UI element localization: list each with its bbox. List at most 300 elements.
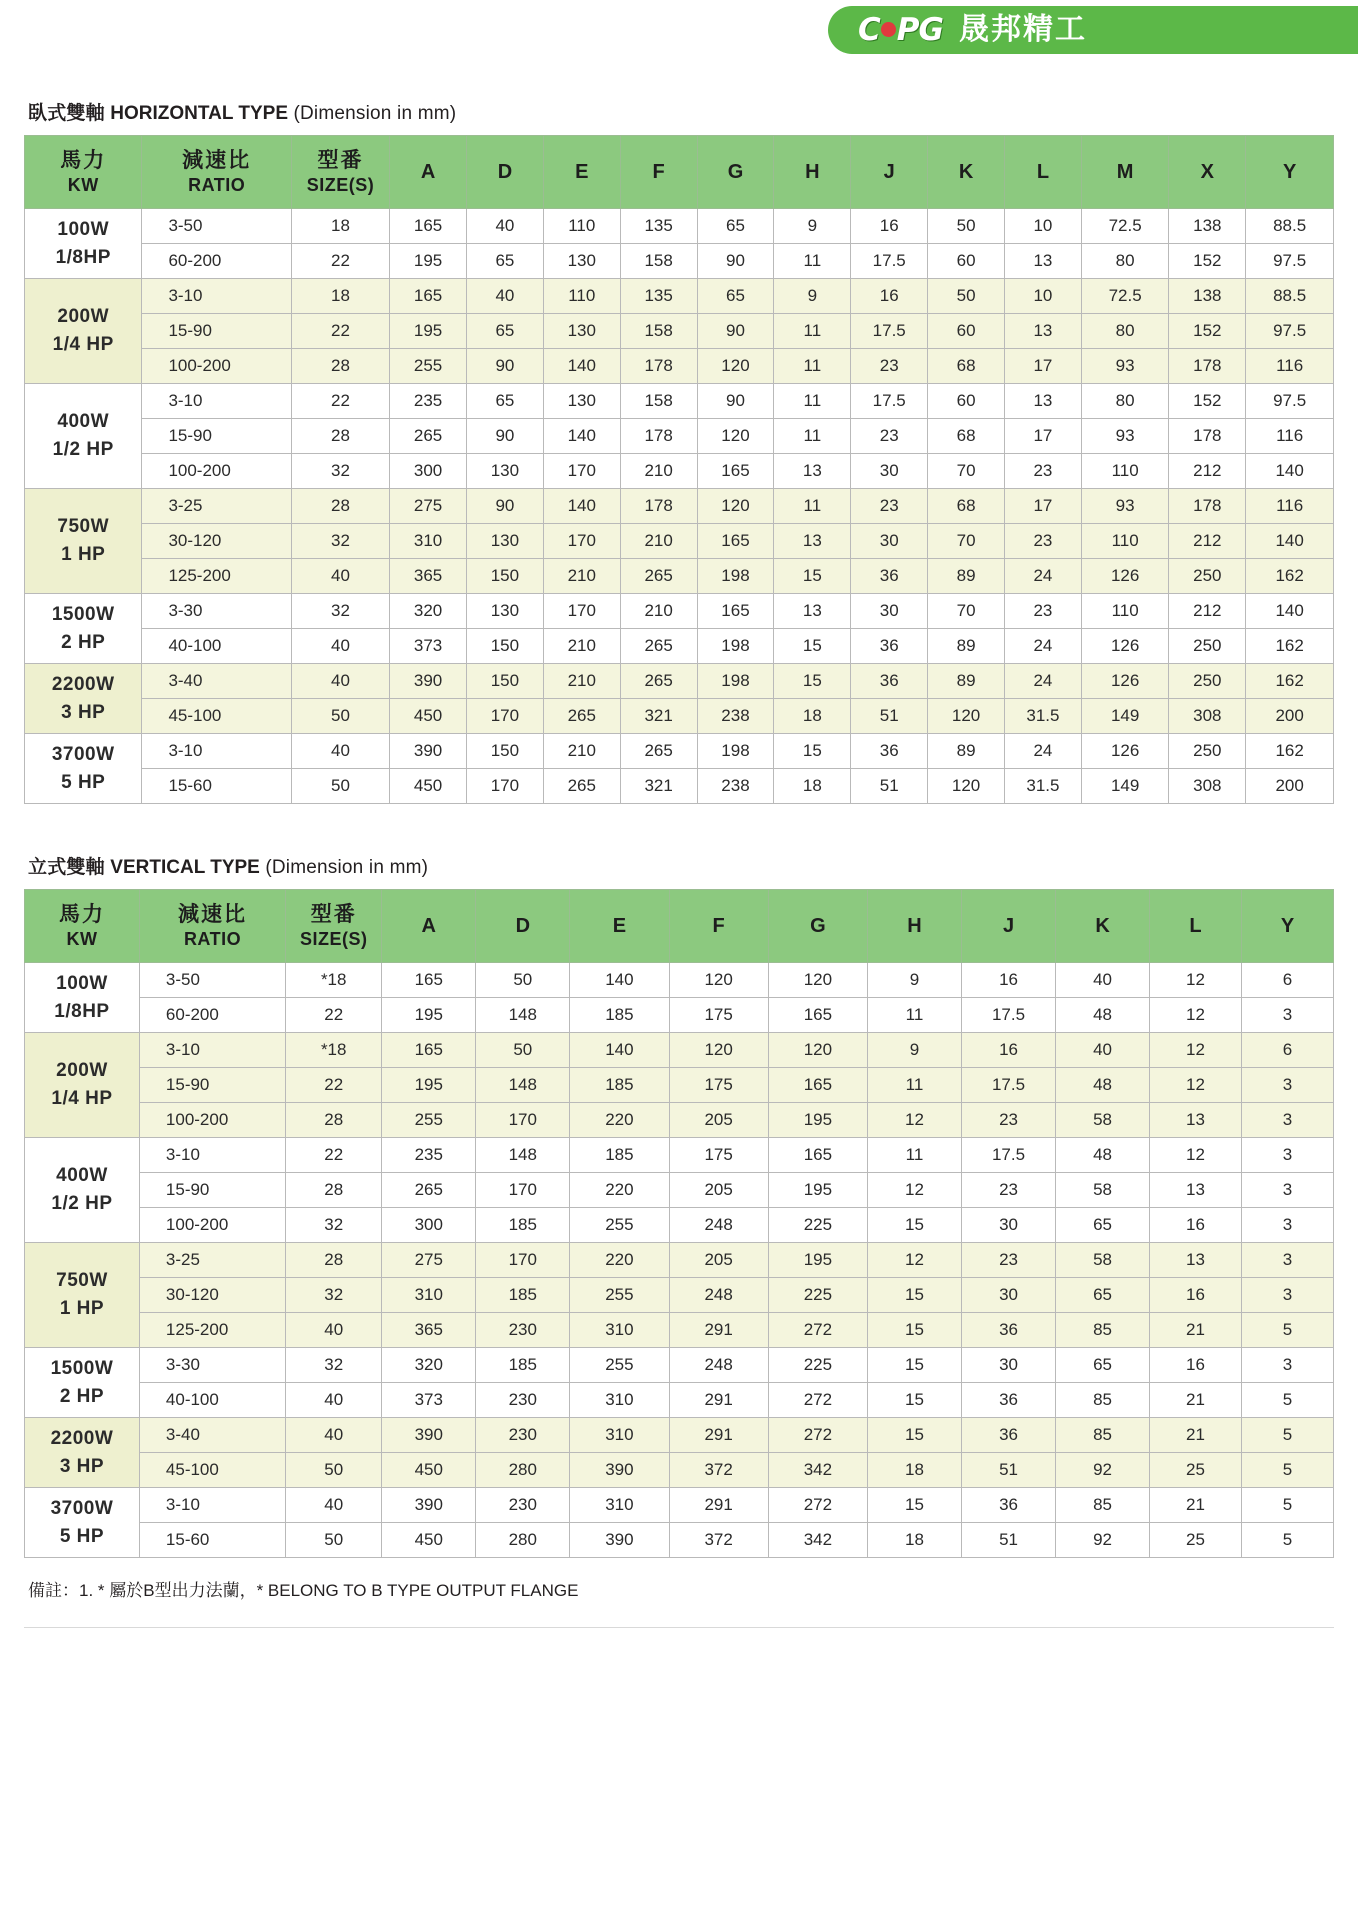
cell-size: 28 bbox=[286, 1243, 382, 1278]
cell-a: 195 bbox=[390, 244, 467, 279]
cell-e: 110 bbox=[543, 209, 620, 244]
cell-x: 152 bbox=[1169, 314, 1246, 349]
cell-g: 165 bbox=[697, 594, 774, 629]
cell-y: 140 bbox=[1246, 524, 1334, 559]
cell-x: 308 bbox=[1169, 769, 1246, 804]
cell-ratio: 3-25 bbox=[142, 489, 291, 524]
cell-j: 17.5 bbox=[962, 1138, 1056, 1173]
cell-l: 24 bbox=[1005, 734, 1082, 769]
cell-f: 248 bbox=[669, 1348, 768, 1383]
cell-f: 205 bbox=[669, 1173, 768, 1208]
cell-x: 308 bbox=[1169, 699, 1246, 734]
cell-e: 185 bbox=[570, 1068, 669, 1103]
cell-a: 373 bbox=[382, 1383, 476, 1418]
cell-m: 126 bbox=[1081, 559, 1169, 594]
cell-y: 88.5 bbox=[1246, 209, 1334, 244]
cell-f: 178 bbox=[620, 489, 697, 524]
cell-j: 30 bbox=[962, 1208, 1056, 1243]
cell-f: 265 bbox=[620, 629, 697, 664]
cell-k: 50 bbox=[928, 279, 1005, 314]
header-size bbox=[286, 890, 382, 963]
cell-l: 17 bbox=[1005, 489, 1082, 524]
cell-g: 238 bbox=[697, 699, 774, 734]
cell-d: 150 bbox=[466, 629, 543, 664]
table-row bbox=[25, 454, 1334, 489]
header-kw-en: KW bbox=[67, 174, 99, 195]
cell-l: 24 bbox=[1005, 664, 1082, 699]
section-title-vertical bbox=[28, 852, 1334, 879]
cell-e: 255 bbox=[570, 1278, 669, 1313]
table-row bbox=[25, 594, 1334, 629]
cell-ratio: 15-60 bbox=[139, 1523, 285, 1558]
cell-f: 120 bbox=[669, 963, 768, 998]
cell-d: 150 bbox=[466, 559, 543, 594]
cell-g: 120 bbox=[768, 963, 867, 998]
cell-ratio: 100-200 bbox=[139, 1208, 285, 1243]
cell-l: 10 bbox=[1005, 209, 1082, 244]
table-row bbox=[25, 279, 1334, 314]
cell-y: 5 bbox=[1241, 1418, 1333, 1453]
cell-l: 12 bbox=[1150, 1138, 1242, 1173]
cell-g: 120 bbox=[697, 489, 774, 524]
cell-d: 170 bbox=[476, 1173, 570, 1208]
cell-h: 11 bbox=[774, 244, 851, 279]
cell-kw: 2200W 3 HP bbox=[25, 664, 142, 734]
cell-e: 130 bbox=[543, 314, 620, 349]
cell-l: 12 bbox=[1150, 998, 1242, 1033]
cell-x: 178 bbox=[1169, 489, 1246, 524]
cell-e: 310 bbox=[570, 1488, 669, 1523]
cell-m: 126 bbox=[1081, 734, 1169, 769]
header-x: X bbox=[1169, 136, 1246, 209]
cell-d: 40 bbox=[466, 209, 543, 244]
cell-f: 158 bbox=[620, 314, 697, 349]
cell-l: 13 bbox=[1150, 1103, 1242, 1138]
header-ratio bbox=[139, 890, 285, 963]
cell-a: 300 bbox=[390, 454, 467, 489]
cell-size: 28 bbox=[286, 1173, 382, 1208]
cell-l: 23 bbox=[1005, 454, 1082, 489]
header-ratio-en: RATIO bbox=[183, 928, 242, 949]
cell-g: 198 bbox=[697, 559, 774, 594]
cell-h: 15 bbox=[774, 629, 851, 664]
cell-e: 220 bbox=[570, 1173, 669, 1208]
cell-h: 15 bbox=[868, 1488, 962, 1523]
section-title-unit-horizontal: (Dimension in mm) bbox=[293, 103, 457, 124]
cell-x: 152 bbox=[1169, 384, 1246, 419]
cell-size: 50 bbox=[286, 1523, 382, 1558]
table-row bbox=[25, 244, 1334, 279]
cell-k: 48 bbox=[1056, 1138, 1150, 1173]
section-title-en-horizontal: HORIZONTAL TYPE bbox=[110, 103, 288, 124]
cell-e: 255 bbox=[570, 1348, 669, 1383]
cell-d: 185 bbox=[476, 1208, 570, 1243]
cell-d: 148 bbox=[476, 998, 570, 1033]
table-header-row bbox=[25, 890, 1334, 963]
cell-k: 60 bbox=[928, 314, 1005, 349]
header-j: J bbox=[851, 136, 928, 209]
cell-h: 11 bbox=[774, 314, 851, 349]
cell-m: 110 bbox=[1081, 594, 1169, 629]
cell-l: 23 bbox=[1005, 524, 1082, 559]
cell-e: 265 bbox=[543, 699, 620, 734]
cell-k: 68 bbox=[928, 349, 1005, 384]
cell-k: 58 bbox=[1056, 1103, 1150, 1138]
header-e: E bbox=[570, 890, 669, 963]
cell-m: 126 bbox=[1081, 629, 1169, 664]
cell-y: 200 bbox=[1246, 699, 1334, 734]
cell-k: 85 bbox=[1056, 1488, 1150, 1523]
cell-g: 225 bbox=[768, 1348, 867, 1383]
cell-k: 70 bbox=[928, 594, 1005, 629]
cell-h: 11 bbox=[868, 1138, 962, 1173]
cell-h: 15 bbox=[774, 559, 851, 594]
cell-d: 230 bbox=[476, 1418, 570, 1453]
section-title-unit-vertical: (Dimension in mm) bbox=[265, 857, 429, 878]
vertical-type-table bbox=[24, 889, 1334, 1558]
cell-ratio: 3-30 bbox=[139, 1348, 285, 1383]
table-row bbox=[25, 699, 1334, 734]
cell-a: 195 bbox=[390, 314, 467, 349]
cell-m: 72.5 bbox=[1081, 279, 1169, 314]
cell-j: 17.5 bbox=[851, 314, 928, 349]
cell-l: 13 bbox=[1150, 1173, 1242, 1208]
cell-k: 89 bbox=[928, 664, 1005, 699]
cell-f: 120 bbox=[669, 1033, 768, 1068]
cell-e: 140 bbox=[570, 963, 669, 998]
cell-ratio: 30-120 bbox=[142, 524, 291, 559]
cell-ratio: 100-200 bbox=[139, 1103, 285, 1138]
cell-ratio: 15-90 bbox=[142, 314, 291, 349]
cell-y: 3 bbox=[1241, 1173, 1333, 1208]
cell-f: 248 bbox=[669, 1208, 768, 1243]
cell-f: 291 bbox=[669, 1418, 768, 1453]
cell-g: 90 bbox=[697, 384, 774, 419]
cell-y: 3 bbox=[1241, 1138, 1333, 1173]
cell-x: 152 bbox=[1169, 244, 1246, 279]
cell-d: 280 bbox=[476, 1523, 570, 1558]
cell-kw: 3700W 5 HP bbox=[25, 734, 142, 804]
cell-d: 230 bbox=[476, 1488, 570, 1523]
cell-j: 30 bbox=[851, 524, 928, 559]
cell-k: 40 bbox=[1056, 1033, 1150, 1068]
cell-f: 210 bbox=[620, 454, 697, 489]
cell-j: 51 bbox=[962, 1523, 1056, 1558]
table-row bbox=[25, 1173, 1334, 1208]
cell-a: 165 bbox=[390, 209, 467, 244]
cell-kw: 750W 1 HP bbox=[25, 489, 142, 594]
cell-y: 5 bbox=[1241, 1383, 1333, 1418]
cell-d: 130 bbox=[466, 524, 543, 559]
cell-kw: 100W 1/8HP bbox=[25, 963, 140, 1033]
cell-h: 9 bbox=[774, 279, 851, 314]
table-row bbox=[25, 769, 1334, 804]
table-row bbox=[25, 734, 1334, 769]
vertical-table-body bbox=[25, 963, 1334, 1558]
cell-l: 25 bbox=[1150, 1453, 1242, 1488]
cell-l: 16 bbox=[1150, 1278, 1242, 1313]
table-row bbox=[25, 1103, 1334, 1138]
cell-d: 50 bbox=[476, 1033, 570, 1068]
cell-e: 140 bbox=[570, 1033, 669, 1068]
cell-f: 175 bbox=[669, 1068, 768, 1103]
cell-k: 60 bbox=[928, 384, 1005, 419]
cell-size: 40 bbox=[291, 664, 389, 699]
cell-size: 32 bbox=[291, 454, 389, 489]
cell-h: 11 bbox=[868, 1068, 962, 1103]
cell-a: 373 bbox=[390, 629, 467, 664]
cell-ratio: 15-90 bbox=[139, 1068, 285, 1103]
bottom-divider bbox=[24, 1627, 1334, 1628]
cell-d: 90 bbox=[466, 419, 543, 454]
cell-g: 272 bbox=[768, 1488, 867, 1523]
cell-ratio: 30-120 bbox=[139, 1278, 285, 1313]
cell-kw: 400W 1/2 HP bbox=[25, 384, 142, 489]
cell-l: 17 bbox=[1005, 419, 1082, 454]
header-kw bbox=[25, 890, 140, 963]
cell-y: 6 bbox=[1241, 1033, 1333, 1068]
cell-g: 225 bbox=[768, 1208, 867, 1243]
cell-size: 28 bbox=[291, 489, 389, 524]
cell-y: 88.5 bbox=[1246, 279, 1334, 314]
cell-e: 255 bbox=[570, 1208, 669, 1243]
cell-y: 3 bbox=[1241, 998, 1333, 1033]
cell-h: 15 bbox=[868, 1313, 962, 1348]
cell-m: 80 bbox=[1081, 244, 1169, 279]
cell-j: 36 bbox=[962, 1313, 1056, 1348]
cell-j: 17.5 bbox=[851, 384, 928, 419]
cell-j: 17.5 bbox=[962, 998, 1056, 1033]
cell-a: 320 bbox=[390, 594, 467, 629]
cell-d: 230 bbox=[476, 1313, 570, 1348]
cell-y: 140 bbox=[1246, 594, 1334, 629]
cell-m: 80 bbox=[1081, 314, 1169, 349]
horizontal-type-table bbox=[24, 135, 1334, 804]
header-size-en: SIZE(S) bbox=[299, 928, 368, 949]
cell-j: 36 bbox=[851, 664, 928, 699]
cell-f: 210 bbox=[620, 594, 697, 629]
cell-ratio: 3-10 bbox=[139, 1488, 285, 1523]
cell-f: 135 bbox=[620, 209, 697, 244]
table-row bbox=[25, 1208, 1334, 1243]
table-row bbox=[25, 349, 1334, 384]
cell-g: 120 bbox=[697, 419, 774, 454]
cell-k: 92 bbox=[1056, 1523, 1150, 1558]
cell-h: 12 bbox=[868, 1103, 962, 1138]
cell-k: 60 bbox=[928, 244, 1005, 279]
cell-d: 65 bbox=[466, 314, 543, 349]
cell-a: 365 bbox=[390, 559, 467, 594]
cell-e: 140 bbox=[543, 489, 620, 524]
header-size bbox=[291, 136, 389, 209]
cell-a: 235 bbox=[390, 384, 467, 419]
cell-a: 195 bbox=[382, 1068, 476, 1103]
cell-k: 70 bbox=[928, 454, 1005, 489]
header-kw-cn: 馬力 bbox=[58, 902, 105, 926]
cell-g: 198 bbox=[697, 629, 774, 664]
cell-size: 22 bbox=[291, 244, 389, 279]
cell-a: 390 bbox=[382, 1488, 476, 1523]
cell-h: 15 bbox=[868, 1383, 962, 1418]
cell-e: 130 bbox=[543, 244, 620, 279]
cell-a: 390 bbox=[390, 734, 467, 769]
cell-size: 32 bbox=[286, 1208, 382, 1243]
cell-j: 23 bbox=[962, 1103, 1056, 1138]
cell-k: 85 bbox=[1056, 1313, 1150, 1348]
cell-d: 185 bbox=[476, 1348, 570, 1383]
cell-f: 291 bbox=[669, 1313, 768, 1348]
cell-j: 30 bbox=[962, 1348, 1056, 1383]
header-f: F bbox=[669, 890, 768, 963]
cell-x: 138 bbox=[1169, 209, 1246, 244]
cpg-logo bbox=[858, 11, 943, 48]
cell-g: 65 bbox=[697, 279, 774, 314]
cell-a: 450 bbox=[390, 769, 467, 804]
cell-g: 165 bbox=[768, 1068, 867, 1103]
header-ratio bbox=[142, 136, 291, 209]
cell-l: 13 bbox=[1005, 384, 1082, 419]
cell-g: 165 bbox=[768, 998, 867, 1033]
cell-e: 130 bbox=[543, 384, 620, 419]
cell-ratio: 40-100 bbox=[139, 1383, 285, 1418]
cell-e: 220 bbox=[570, 1243, 669, 1278]
cell-m: 93 bbox=[1081, 349, 1169, 384]
cell-k: 89 bbox=[928, 734, 1005, 769]
cell-e: 170 bbox=[543, 594, 620, 629]
header-kw bbox=[25, 136, 142, 209]
cell-y: 5 bbox=[1241, 1313, 1333, 1348]
cell-j: 36 bbox=[962, 1383, 1056, 1418]
cell-y: 3 bbox=[1241, 1103, 1333, 1138]
header-g: G bbox=[768, 890, 867, 963]
cell-y: 162 bbox=[1246, 559, 1334, 594]
cell-a: 450 bbox=[382, 1523, 476, 1558]
cell-h: 18 bbox=[868, 1523, 962, 1558]
cell-y: 162 bbox=[1246, 734, 1334, 769]
cell-ratio: 3-10 bbox=[142, 384, 291, 419]
cell-kw: 2200W 3 HP bbox=[25, 1418, 140, 1488]
cell-x: 178 bbox=[1169, 349, 1246, 384]
table-row bbox=[25, 559, 1334, 594]
cell-a: 450 bbox=[390, 699, 467, 734]
cell-f: 291 bbox=[669, 1383, 768, 1418]
cell-ratio: 45-100 bbox=[142, 699, 291, 734]
cell-k: 120 bbox=[928, 699, 1005, 734]
cell-g: 272 bbox=[768, 1313, 867, 1348]
cell-d: 130 bbox=[466, 454, 543, 489]
cell-y: 116 bbox=[1246, 349, 1334, 384]
table-row bbox=[25, 489, 1334, 524]
cell-a: 165 bbox=[390, 279, 467, 314]
cell-h: 12 bbox=[868, 1243, 962, 1278]
cell-f: 265 bbox=[620, 734, 697, 769]
cell-y: 3 bbox=[1241, 1208, 1333, 1243]
logo-letter-p: P bbox=[896, 11, 919, 48]
cell-ratio: 3-10 bbox=[142, 734, 291, 769]
cell-g: 342 bbox=[768, 1453, 867, 1488]
cell-l: 10 bbox=[1005, 279, 1082, 314]
cell-g: 165 bbox=[768, 1138, 867, 1173]
logo-dot-icon bbox=[881, 22, 896, 37]
cell-ratio: 3-40 bbox=[139, 1418, 285, 1453]
cell-j: 17.5 bbox=[851, 244, 928, 279]
cell-l: 12 bbox=[1150, 1068, 1242, 1103]
cell-k: 70 bbox=[928, 524, 1005, 559]
cell-g: 195 bbox=[768, 1173, 867, 1208]
cell-h: 12 bbox=[868, 1173, 962, 1208]
table-row bbox=[25, 419, 1334, 454]
cell-e: 210 bbox=[543, 629, 620, 664]
cell-k: 48 bbox=[1056, 998, 1150, 1033]
table-row bbox=[25, 1313, 1334, 1348]
cell-h: 18 bbox=[868, 1453, 962, 1488]
cell-e: 210 bbox=[543, 664, 620, 699]
cell-d: 150 bbox=[466, 734, 543, 769]
cell-y: 5 bbox=[1241, 1488, 1333, 1523]
cell-g: 225 bbox=[768, 1278, 867, 1313]
logo-letter-c: C bbox=[858, 11, 880, 48]
cell-d: 130 bbox=[466, 594, 543, 629]
cell-j: 23 bbox=[851, 419, 928, 454]
cell-j: 36 bbox=[851, 559, 928, 594]
cell-size: 40 bbox=[286, 1418, 382, 1453]
cell-size: 22 bbox=[286, 1138, 382, 1173]
cell-f: 158 bbox=[620, 244, 697, 279]
header-size-cn: 型番 bbox=[310, 902, 357, 926]
cell-l: 21 bbox=[1150, 1383, 1242, 1418]
cell-size: 32 bbox=[286, 1348, 382, 1383]
header-a: A bbox=[382, 890, 476, 963]
header-m: M bbox=[1081, 136, 1169, 209]
cell-g: 238 bbox=[697, 769, 774, 804]
cell-k: 50 bbox=[928, 209, 1005, 244]
cell-h: 9 bbox=[868, 1033, 962, 1068]
cell-k: 65 bbox=[1056, 1208, 1150, 1243]
cell-kw: 200W 1/4 HP bbox=[25, 279, 142, 384]
cell-y: 5 bbox=[1241, 1523, 1333, 1558]
cell-y: 3 bbox=[1241, 1348, 1333, 1383]
cell-y: 97.5 bbox=[1246, 244, 1334, 279]
cell-ratio: 100-200 bbox=[142, 349, 291, 384]
cell-f: 321 bbox=[620, 699, 697, 734]
cell-kw: 200W 1/4 HP bbox=[25, 1033, 140, 1138]
table-row bbox=[25, 1138, 1334, 1173]
cell-f: 175 bbox=[669, 998, 768, 1033]
cell-e: 390 bbox=[570, 1523, 669, 1558]
cell-j: 16 bbox=[962, 1033, 1056, 1068]
cell-l: 12 bbox=[1150, 963, 1242, 998]
table-row bbox=[25, 384, 1334, 419]
cell-j: 23 bbox=[851, 489, 928, 524]
cell-e: 210 bbox=[543, 734, 620, 769]
cell-f: 205 bbox=[669, 1243, 768, 1278]
cell-e: 265 bbox=[543, 769, 620, 804]
table-row bbox=[25, 1348, 1334, 1383]
cell-ratio: 40-100 bbox=[142, 629, 291, 664]
cell-l: 23 bbox=[1005, 594, 1082, 629]
cell-size: 40 bbox=[286, 1313, 382, 1348]
header-h: H bbox=[868, 890, 962, 963]
cell-d: 280 bbox=[476, 1453, 570, 1488]
cell-size: 22 bbox=[286, 998, 382, 1033]
cell-ratio: 3-50 bbox=[142, 209, 291, 244]
cell-kw: 750W 1 HP bbox=[25, 1243, 140, 1348]
horizontal-table-body bbox=[25, 209, 1334, 804]
cell-j: 36 bbox=[962, 1418, 1056, 1453]
cell-k: 58 bbox=[1056, 1243, 1150, 1278]
cell-l: 13 bbox=[1005, 244, 1082, 279]
table-row bbox=[25, 629, 1334, 664]
